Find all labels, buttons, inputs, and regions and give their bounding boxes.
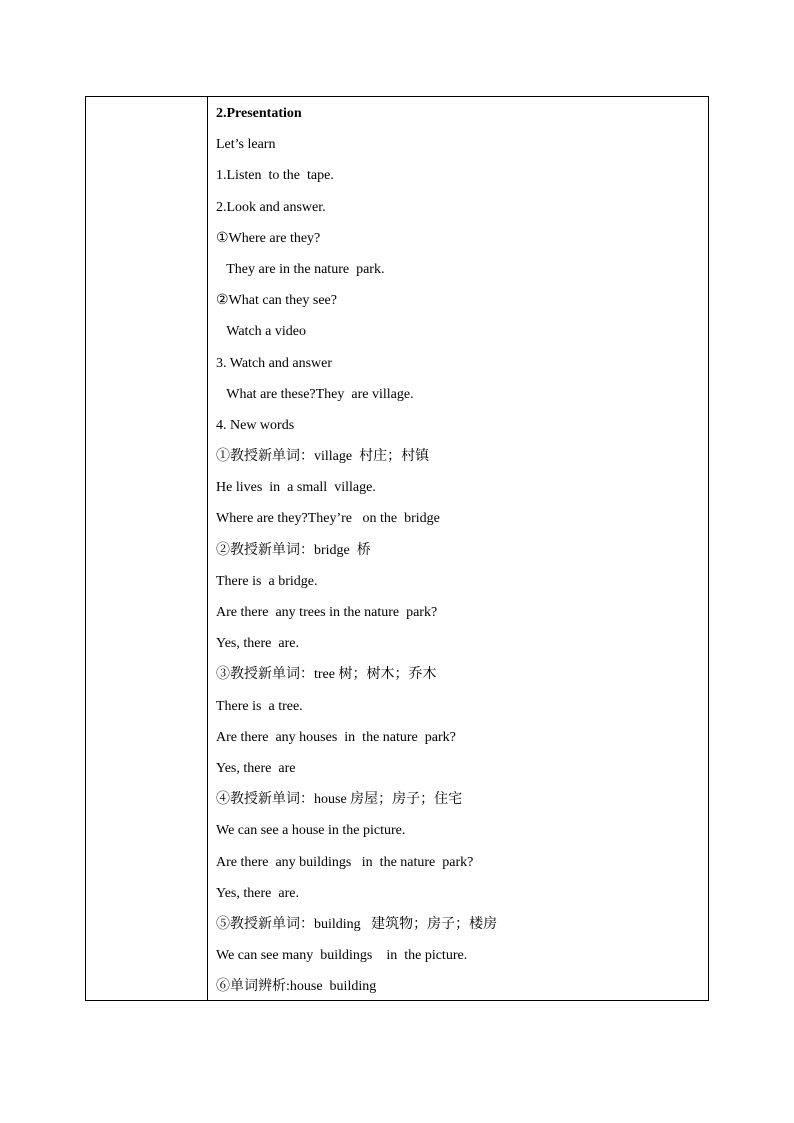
content-line: 1.Listen to the tape. [216,168,334,184]
section-heading: 2.Presentation [216,106,302,121]
lesson-table [85,96,709,1001]
content-line: Yes, there are [216,760,296,776]
content-line: ①教授新单词：village 村庄；村镇 [216,449,430,465]
content-line: ②What can they see? [216,293,337,309]
content-line: There is a tree. [216,698,303,714]
content-line: Are there any houses in the nature park? [216,729,456,745]
left-column-cell [86,97,208,1000]
content-line: Let’s learn [216,137,276,153]
content-line: ③教授新单词：tree 树；树木；乔木 [216,667,437,683]
content-line: He lives in a small village. [216,480,376,496]
content-line: Where are they?They’re on the bridge [216,511,440,527]
content-line: ①Where are they? [216,230,321,246]
content-line: We can see a house in the picture. [216,823,406,839]
content-line: 3. Watch and answer [216,355,333,371]
content-line: What are these?They are village. [216,386,414,402]
content-line: There is a bridge. [216,573,318,589]
content-line: Watch a video [216,324,306,340]
content-line: ⑥单词辨析:house building [216,979,377,995]
content-cell [208,97,708,1000]
content-line: Yes, there are. [216,885,299,901]
content-line: ④教授新单词：house 房屋；房子；住宅 [216,792,463,808]
content-line: Are there any buildings in the nature park? [216,854,474,870]
content-line: They are in the nature park. [216,261,385,277]
content-line: ②教授新单词：bridge 桥 [216,542,371,558]
content-line: ⑤教授新单词：building 建筑物；房子；楼房 [216,916,498,932]
content-line: Are there any trees in the nature park? [216,605,438,620]
content-line: 2.Look and answer. [216,199,326,215]
content-line: 4. New words [216,417,295,433]
content-line: We can see many buildings in the picture. [216,948,468,964]
content-line: Yes, there are. [216,636,299,652]
